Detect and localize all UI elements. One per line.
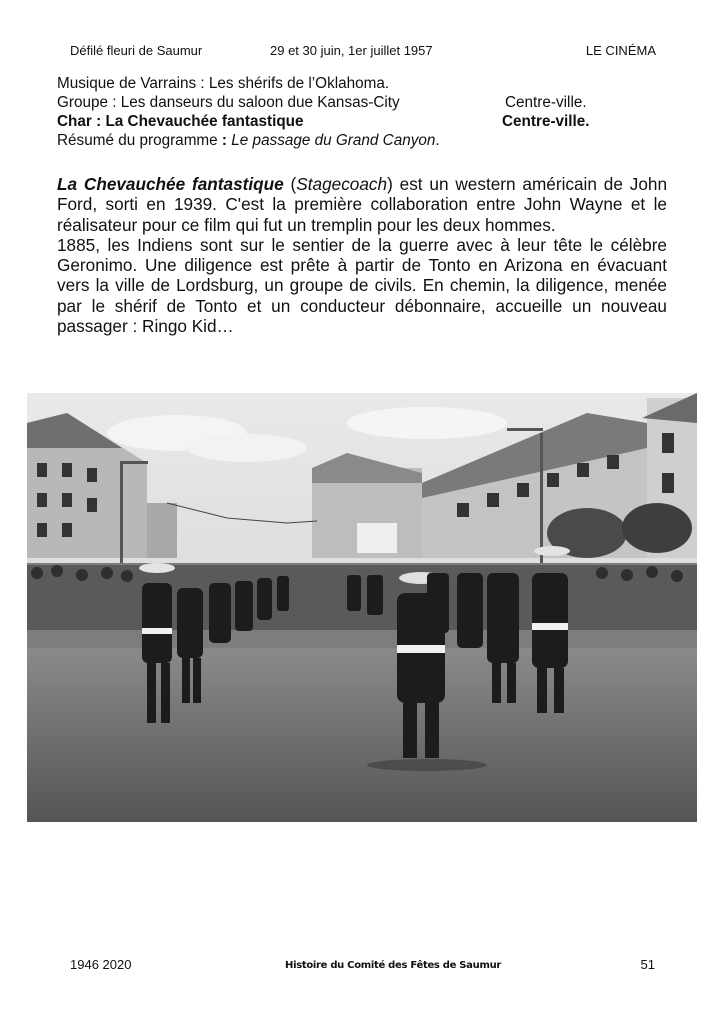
- paragraph-1: [57, 174, 667, 235]
- header-chapter: LE CINÉMA: [585, 43, 656, 58]
- summary-end: .: [435, 132, 440, 149]
- program-line-music: Musique de Varrains : Les shérifs de l’Oklahoma.: [57, 75, 390, 92]
- article-body: [57, 174, 667, 336]
- program-float-place: Centre-ville.: [502, 113, 590, 130]
- film-title: La Chevauchée fantastique: [57, 174, 284, 194]
- paragraph-2: 1885, les Indiens sont sur le sentier de la guerre avec à leur tête le célèbre Geronimo. Une diligence est prête à partir de Tonto en Arizona en évacuant vers la ville de Lordsburg, un groupe de civils. En chemin, la diligence, menée par le shérif de Tonto et un conducteur débonnaire, accueille un nouveau passager : Ringo Kid…: [57, 234, 667, 337]
- program-line-float: [57, 112, 617, 131]
- program-group-place: Centre-ville.: [505, 94, 587, 111]
- program-block: [57, 74, 617, 150]
- open-paren: (: [283, 174, 297, 194]
- header-dates: 29 et 30 juin, 1er juillet 1957: [270, 43, 433, 58]
- program-line-summary: [57, 131, 617, 150]
- footer-book-title: Histoire du Comité des Fêtes de Saumur: [285, 960, 502, 971]
- summary-separator: :: [217, 132, 232, 149]
- program-group-text: Groupe : Les danseurs du saloon due Kansas-City: [57, 94, 400, 111]
- program-float-text: Char : La Chevauchée fantastique: [57, 113, 304, 130]
- header-section-title: Défilé fleuri de Saumur: [70, 43, 203, 58]
- summary-label: Résumé du programme: [57, 132, 218, 149]
- program-line-group: [57, 93, 617, 112]
- parade-photo: [27, 393, 697, 822]
- footer-page-number: 51: [640, 957, 655, 972]
- paragraph-1-text: ) est un western américain de John Ford, sorti en 1939. C'est la première collaboration entre John Wayne et le réalisateur pour ce film qui fut un tremplin pour les deux hommes.: [57, 174, 667, 235]
- original-title: Stagecoach: [296, 174, 388, 194]
- footer-years: 1946 2020: [70, 957, 132, 972]
- summary-value: Le passage du Grand Canyon: [231, 132, 436, 149]
